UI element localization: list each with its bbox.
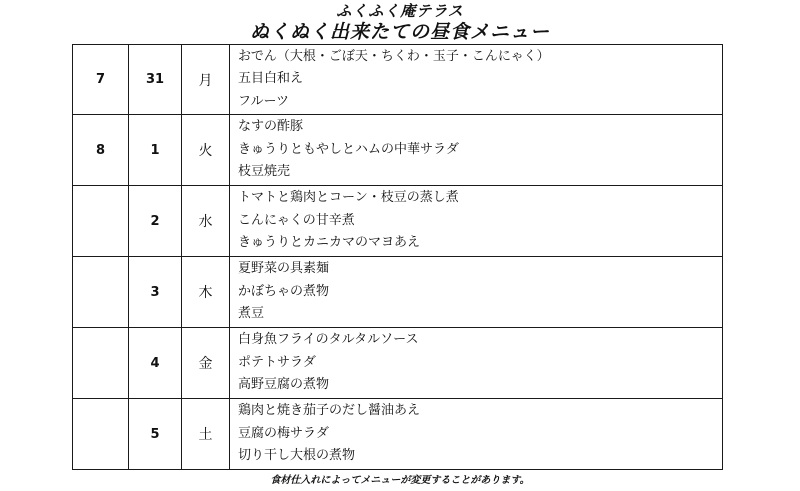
dish-item: 切り干し大根の煮物	[238, 448, 356, 464]
table-row	[73, 186, 723, 257]
day-cell: 2	[129, 186, 182, 257]
dish-item: 五目白和え	[238, 71, 304, 87]
dish-item: なすの酢豚	[238, 119, 304, 135]
dishes-cell	[230, 115, 723, 186]
dish-item: 煮豆	[238, 306, 265, 322]
dishes-cell	[230, 257, 723, 328]
dishes-cell	[230, 328, 723, 399]
dish-item: こんにゃくの甘辛煮	[238, 212, 355, 228]
month-cell	[73, 399, 129, 470]
weekday-cell: 火	[182, 115, 230, 186]
weekday-cell: 土	[182, 399, 230, 470]
dish-item: ポテトサラダ	[238, 354, 316, 370]
lunch-menu-table	[72, 44, 723, 470]
dish-item: 白身魚フライのタルタルソース	[238, 332, 419, 348]
month-cell	[73, 328, 129, 399]
day-cell: 31	[129, 45, 182, 115]
weekday-cell: 木	[182, 257, 230, 328]
table-row	[73, 115, 723, 186]
dish-item: 高野豆腐の煮物	[238, 377, 330, 393]
weekday-cell: 金	[182, 328, 230, 399]
dish-item: きゅうりともやしとハムの中華サラダ	[238, 141, 459, 157]
dish-item: かぼちゃの煮物	[238, 283, 330, 299]
table-row	[73, 257, 723, 328]
month-cell: 7	[73, 45, 129, 115]
dish-item: 豆腐の梅サラダ	[238, 425, 329, 441]
dishes-cell	[230, 186, 723, 257]
dish-item: 枝豆焼売	[238, 164, 291, 180]
month-cell: 8	[73, 115, 129, 186]
day-cell: 4	[129, 328, 182, 399]
table-row	[73, 328, 723, 399]
dish-item: きゅうりとカニカマのマヨあえ	[238, 235, 421, 251]
restaurant-name: ふくふく庵テラス	[336, 2, 464, 20]
menu-title: ぬくぬく出来たての昼食メニュー	[249, 21, 550, 43]
day-cell: 1	[129, 115, 182, 186]
dish-item: 鶏肉と焼き茄子のだし醤油あえ	[238, 403, 421, 419]
month-cell	[73, 257, 129, 328]
month-cell	[73, 186, 129, 257]
dishes-cell	[230, 399, 723, 470]
dish-item: おでん（大根・ごぼ天・ちくわ・玉子・こんにゃく）	[238, 48, 550, 64]
table-row	[73, 45, 723, 115]
weekday-cell: 月	[182, 45, 230, 115]
weekday-cell: 水	[182, 186, 230, 257]
dish-item: フルーツ	[238, 93, 289, 109]
dish-item: トマトと鶏肉とコーン・枝豆の蒸し煮	[238, 190, 459, 206]
day-cell: 5	[129, 399, 182, 470]
menu-change-notice: 食材仕入れによってメニューが変更することがあります。	[270, 475, 530, 486]
day-cell: 3	[129, 257, 182, 328]
table-row	[73, 399, 723, 470]
dishes-cell	[230, 45, 723, 115]
dish-item: 夏野菜の具素麺	[238, 261, 330, 277]
